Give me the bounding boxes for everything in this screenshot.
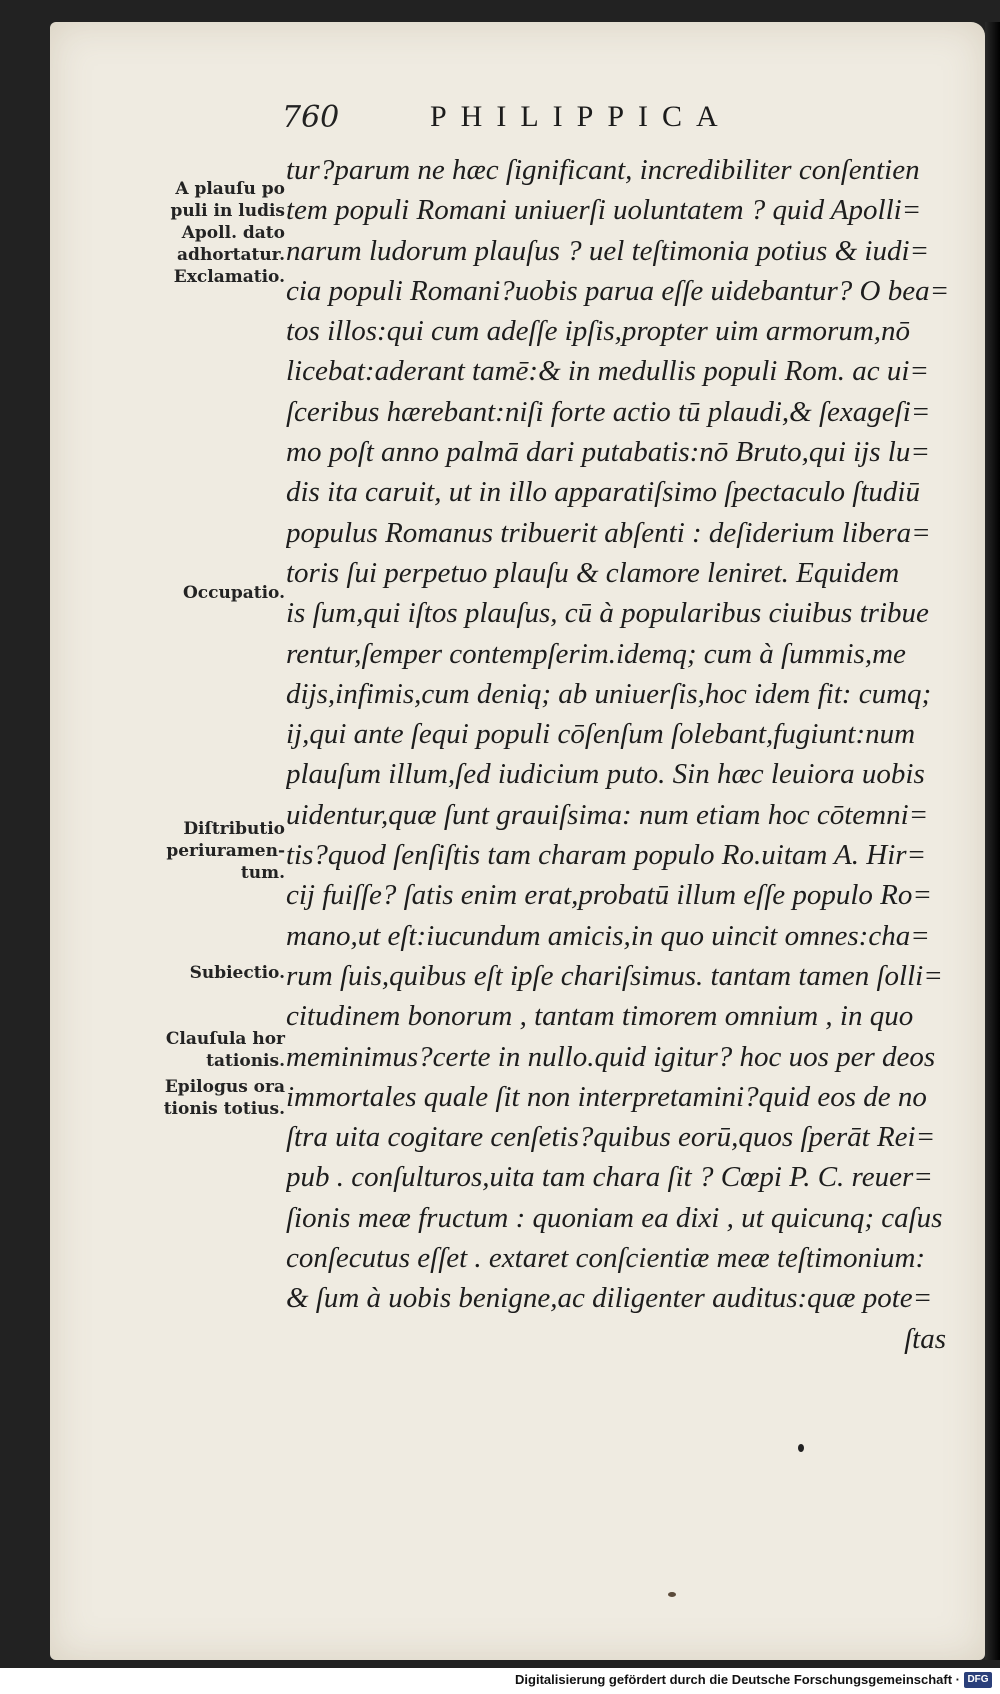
text-line: dis ita caruit, ut in illo apparatiſsimo ſpectaculo ſtudiū: [286, 476, 920, 509]
text-line: citudinem bonorum , tantam timorem omnium , in quo: [286, 1000, 914, 1033]
text-line: immortales quale ſit non interpretamini?quid eos de no: [286, 1080, 927, 1113]
footer-credit: Digitalisierung gefördert durch die Deutsche Forschungsgemeinschaft ·: [515, 1672, 960, 1687]
text-line: tis?quod ſenſiſtis tam charam populo Ro.uitam A. Hir=: [286, 839, 927, 872]
marginal-note: [120, 178, 285, 266]
text-line: ij,qui ante ſequi populi cōſenſum ſolebant,fugiunt:num: [286, 718, 916, 751]
text-line: cia populi Romani?uobis parua eſſe uidebantur? O bea=: [286, 274, 950, 307]
marginal-note: [120, 962, 285, 984]
note-line: tationis.: [206, 1051, 285, 1071]
text-line: ſceribus hærebant:niſi forte actio tū plaudi,& ſexageſi=: [286, 395, 931, 428]
text-line: ſtra uita cogitare cenſetis?quibus eorū,quos ſperāt Rei=: [286, 1121, 936, 1154]
ink-spot: [668, 1592, 676, 1597]
text-line: is ſum,qui iſtos plauſus, cū à popularibus ciuibus tribue: [286, 597, 929, 630]
text-line: cij fuiſſe? ſatis enim erat,probatū illum eſſe populo Ro=: [286, 879, 932, 912]
text-line: ſionis meæ fructum : quoniam ea dixi , ut quicunq; caſus: [286, 1201, 943, 1234]
note-line: Epilogus ora: [164, 1077, 285, 1097]
text-line: uidentur,quæ ſunt grauiſsima: num etiam hoc cōtemni=: [286, 798, 929, 831]
note-line: Apoll. dato: [181, 223, 285, 243]
text-line: tur?parum ne hæc ſignificant, incredibiliter conſentien: [286, 154, 920, 186]
text-line: pub . conſulturos,uita tam chara ſit ? Cœpi P. C. reuer=: [286, 1161, 933, 1194]
text-line: rum ſuis,quibus eſt ipſe chariſsimus. tantam tamen ſolli=: [286, 959, 943, 992]
text-line: meminimus?certe in nullo.quid igitur? hoc uos per deos: [286, 1040, 936, 1073]
text-line: & ſum à uobis benigne,ac diligenter auditus:quæ pote=: [286, 1282, 933, 1315]
text-line: mo poſt anno palmā dari putabatis:nō Bruto,qui ijs lu=: [286, 436, 930, 469]
text-line: dijs,infimis,cum deniq; ab uniuerſis,hoc idem fit: cumq;: [286, 677, 932, 710]
text-line: plauſum illum,ſed iudicium puto. Sin hæc leuiora uobis: [286, 758, 925, 791]
note-line: Exclamatio.: [173, 267, 285, 287]
page-edge-shadow: [985, 22, 1000, 1660]
note-line: Diſtributio: [183, 819, 285, 839]
footer-bar: [0, 1668, 1000, 1694]
note-line: tionis totius.: [163, 1099, 285, 1119]
catchword: ſtas: [904, 1322, 946, 1355]
note-line: A plauſu po: [175, 179, 285, 199]
marginal-notes: [120, 150, 285, 1250]
marginal-note: [120, 266, 285, 288]
text-line: narum ludorum plauſus ? uel teſtimonia potius & iudi=: [286, 234, 930, 267]
marginal-note: [120, 582, 285, 604]
marginal-note: [120, 1076, 285, 1120]
text-line: licebat:aderant tamē:& in medullis populi Rom. ac ui=: [286, 355, 929, 388]
text-line: populus Romanus tribuerit abſenti : deſiderium libera=: [286, 516, 931, 549]
page-number: 760: [282, 100, 340, 135]
body-text: [286, 150, 956, 1359]
text-line: toris ſui perpetuo plauſu & clamore leniret. Equidem: [286, 556, 900, 589]
note-line: periuramen-: [166, 841, 285, 861]
text-line: conſecutus eſſet . extaret conſcientiæ meæ teſtimonium:: [286, 1242, 926, 1275]
note-line: adhortatur.: [177, 245, 285, 265]
dfg-logo: DFG: [964, 1672, 992, 1688]
note-line: puli in ludis: [170, 201, 285, 221]
text-line: rentur,ſemper contempſerim.idemq; cum à ſummis,me: [286, 637, 906, 670]
ink-spot: [798, 1444, 804, 1452]
text-line: mano,ut eſt:iucundum amicis,in quo uincit omnes:cha=: [286, 919, 930, 952]
marginal-note: [120, 1028, 285, 1072]
text-line: tem populi Romani uniuerſi uoluntatem ? quid Apolli=: [286, 194, 922, 227]
marginal-note: [120, 818, 285, 884]
page-header: [270, 100, 950, 144]
running-title: PHILIPPICA: [430, 100, 732, 133]
note-line: Subiectio.: [189, 963, 285, 983]
text-line: tos illos:qui cum adeſſe ipſis,propter uim armorum,nō: [286, 315, 911, 348]
note-line: tum.: [240, 863, 285, 883]
note-line: Occupatio.: [182, 583, 285, 603]
note-line: Clauſula hor: [165, 1029, 285, 1049]
